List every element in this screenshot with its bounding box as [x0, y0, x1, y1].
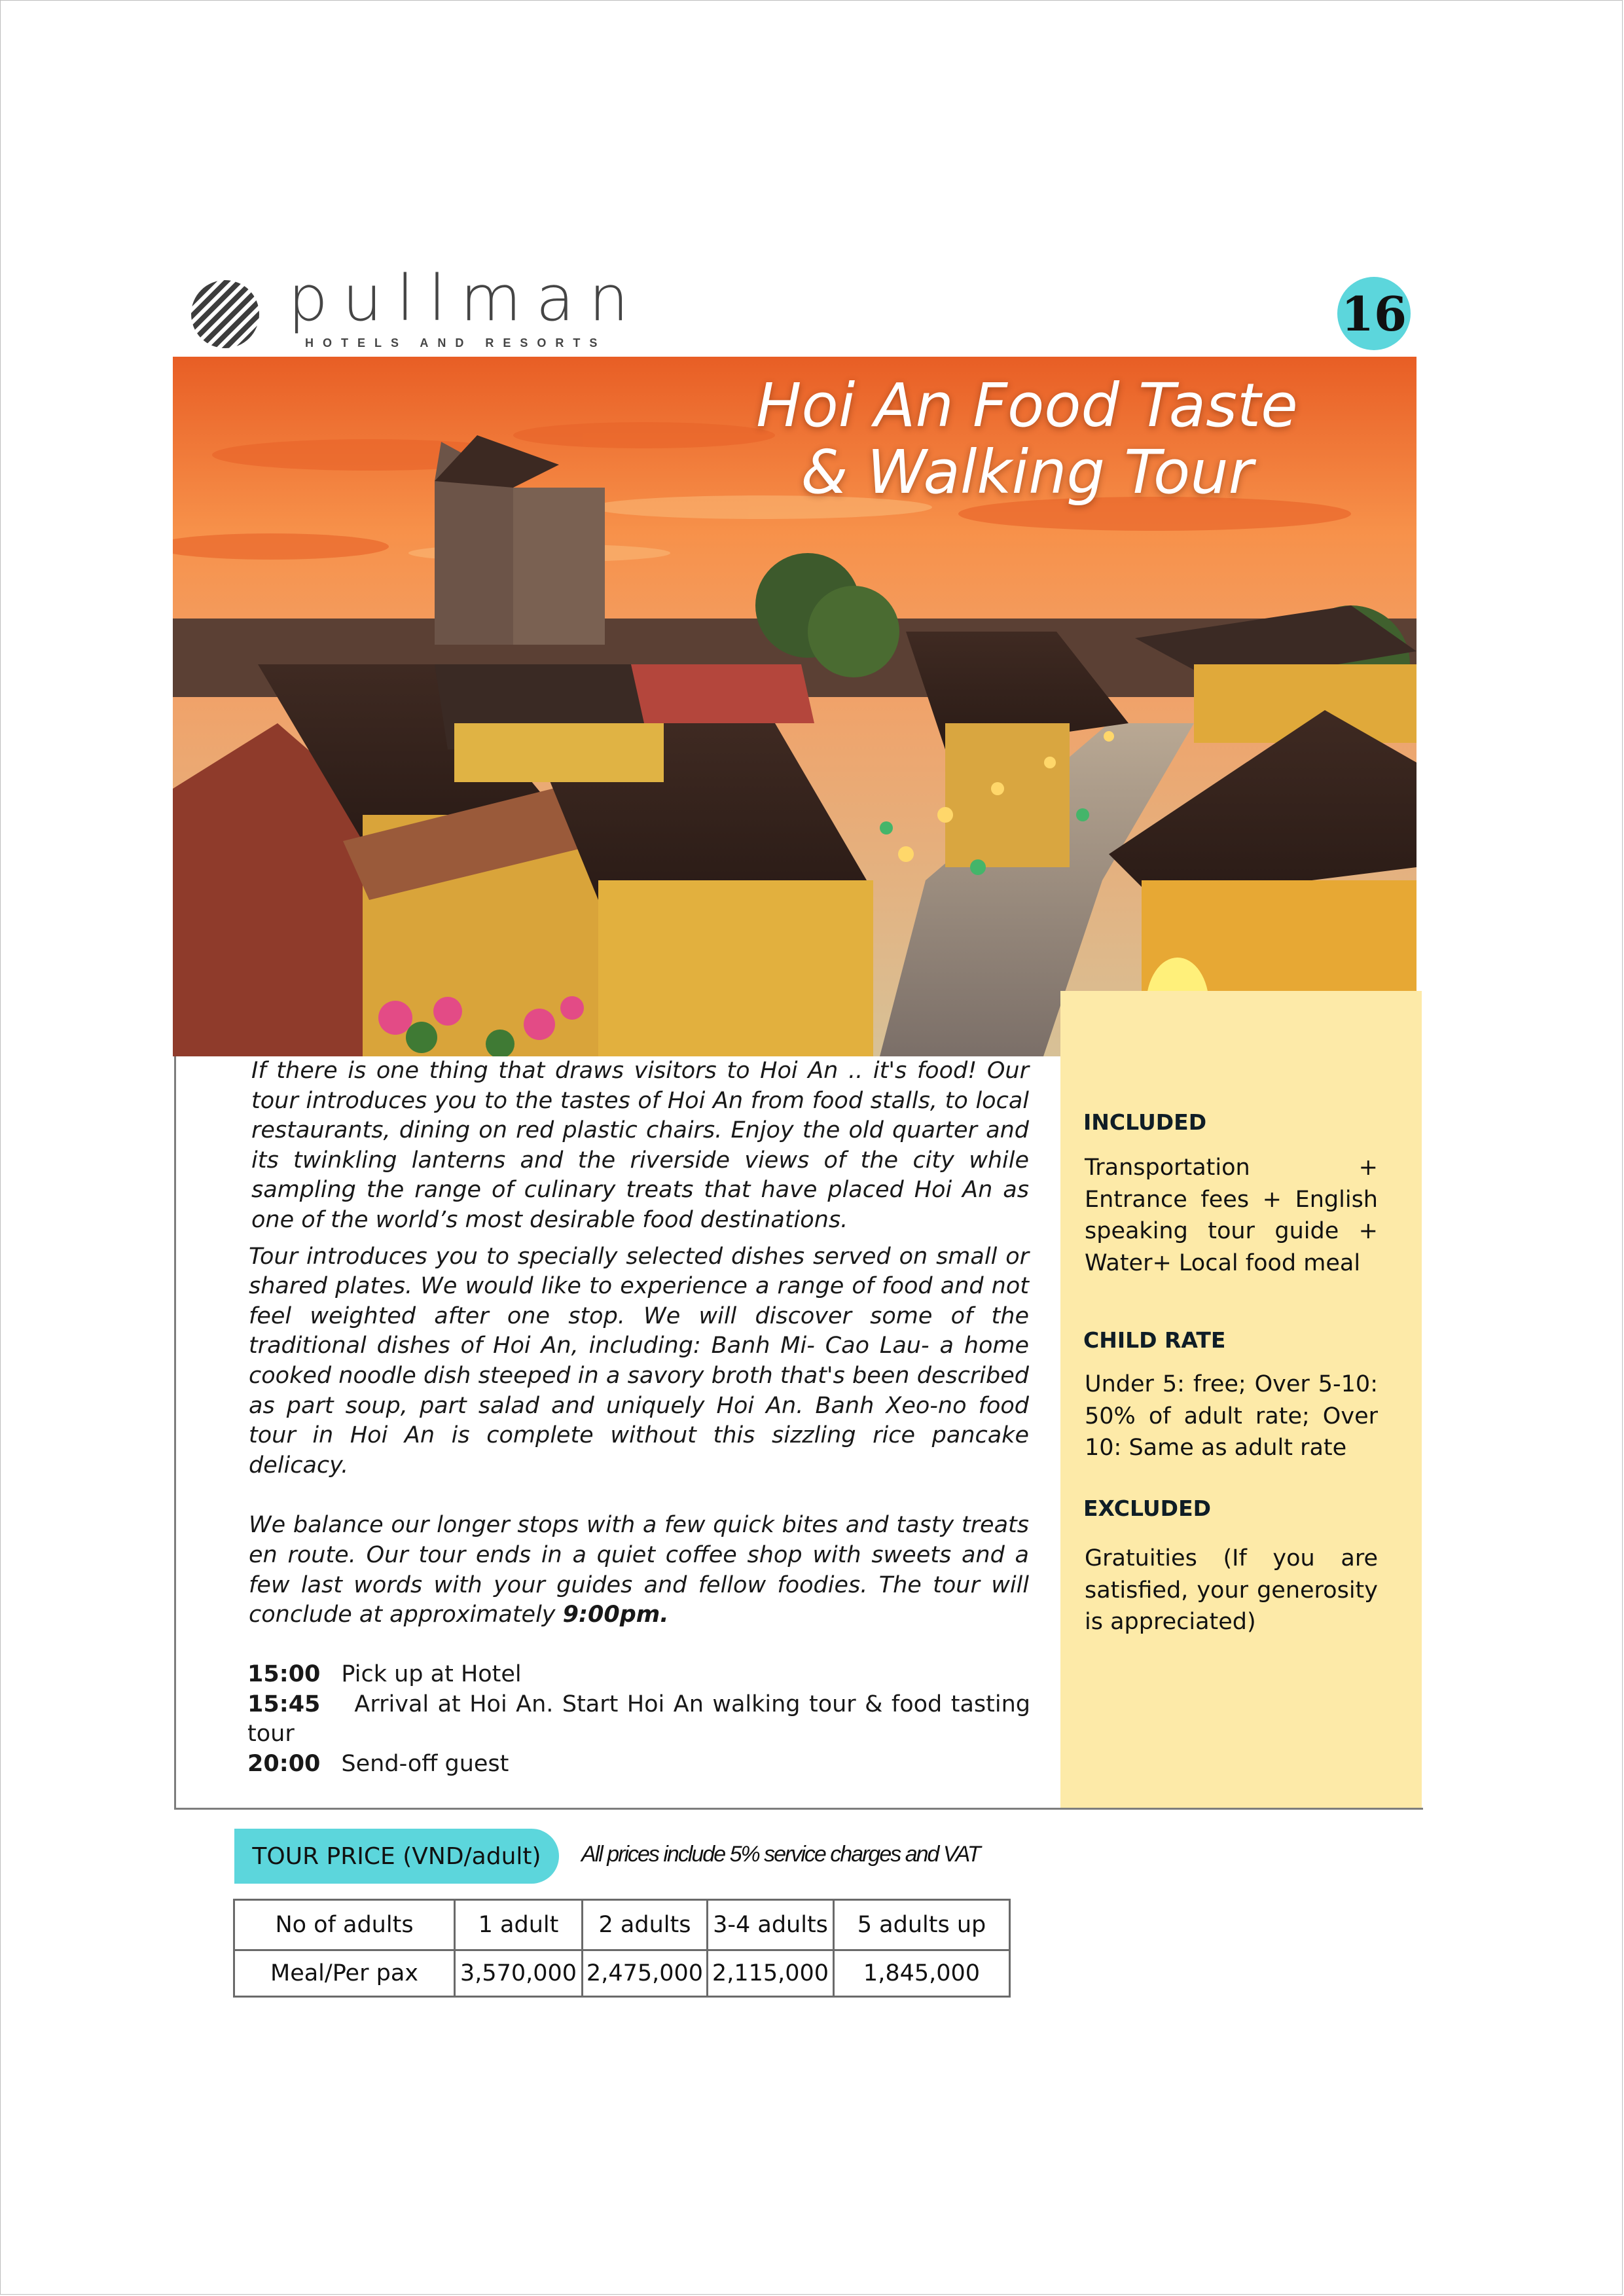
table-cell: No of adults [234, 1900, 455, 1950]
schedule-time: 20:00 [247, 1750, 321, 1777]
excluded-heading: EXCLUDED [1083, 1496, 1212, 1521]
table-row [234, 1950, 1010, 1997]
price-note: All prices include 5% service charges and VAT [581, 1842, 980, 1867]
schedule-activity: Send-off guest [341, 1750, 509, 1777]
hero-title [670, 372, 1384, 506]
page-number-badge: 16 [1337, 277, 1411, 350]
content-left-border [174, 1056, 176, 1809]
hero-title-line1: Hoi An Food Taste [756, 370, 1298, 440]
schedule-time: 15:00 [247, 1661, 321, 1687]
brand-logo-icon [190, 279, 261, 350]
schedule-activity: Pick up at Hotel [341, 1661, 522, 1687]
brand-logo [190, 262, 643, 352]
hero-title-line2: & Walking Tour [801, 437, 1254, 507]
tour-description [249, 1056, 1029, 1630]
schedule-item [247, 1690, 1030, 1749]
child-rate-heading: CHILD RATE [1083, 1327, 1226, 1353]
schedule-item [247, 1749, 1030, 1780]
tour-price-label: TOUR PRICE (VND/adult) [234, 1829, 559, 1884]
table-cell: 1,845,000 [834, 1950, 1010, 1997]
table-cell: 1 adult [455, 1900, 583, 1950]
table-header-row [234, 1900, 1010, 1950]
schedule-time: 15:45 [247, 1691, 321, 1717]
description-paragraph-3 [249, 1511, 1029, 1630]
schedule-activity: Arrival at Hoi An. Start Hoi An walking tour & food tasting tour [247, 1691, 1030, 1748]
table-cell: 3-4 adults [708, 1900, 834, 1950]
brand-tagline: HOTELS AND RESORTS [305, 336, 607, 350]
conclusion-time: 9:00pm. [562, 1602, 669, 1628]
content-bottom-border [174, 1808, 1423, 1810]
tour-schedule [247, 1660, 1030, 1779]
child-rate-text: Under 5: free; Over 5-10: 50% of adult rate; Over 10: Same as adult rate [1085, 1371, 1378, 1461]
table-cell: 2,115,000 [708, 1950, 834, 1997]
included-text: Transportation + Entrance fees + English speaking tour guide + Water+ Local food meal [1085, 1155, 1378, 1276]
description-paragraph-2: Tour introduces you to specially selected dishes served on small or shared plates. We would like to experience a range of food and not feel weighted after one stop. We will discover some of the traditional dishes of Hoi An, including: Banh Mi- Cao Lau- a home cooked noodle dish steeped in a savory broth that's been described as part soup, part salad and uniquely Hoi An. Banh Xeo-no food tour in Hoi An is complete without this sizzling rice pancake delicacy. [249, 1243, 1029, 1479]
hero-image [173, 357, 1416, 1056]
brand-wordmark: pullman [288, 262, 643, 335]
excluded-text: Gratuities (If you are satisfied, your generosity is appreciated) [1085, 1545, 1378, 1635]
schedule-item [247, 1660, 1030, 1690]
table-cell: 2,475,000 [583, 1950, 708, 1997]
description-paragraph-1: If there is one thing that draws visitors to Hoi An .. it's food! Our tour introduces you to the tastes of Hoi An from food stalls, to local restaurants, dining on red plastic chairs. Enjoy the old quarter and its twinkling lanterns and the riverside views of the city while sampling the range of culinary treats that have placed Hoi An as one of the world’s most desirable food destinations. [251, 1058, 1029, 1233]
description-paragraph-3-text: We balance our longer stops with a few quick bites and tasty treats en route. Our tour ends in a quiet coffee shop with sweets and a few last words with your guides and fellow foodies. The tour will conclude at approximately [249, 1512, 1029, 1628]
table-cell: 3,570,000 [455, 1950, 583, 1997]
table-cell: Meal/Per pax [234, 1950, 455, 1997]
price-table [233, 1899, 1011, 1998]
table-cell: 5 adults up [834, 1900, 1010, 1950]
table-cell: 2 adults [583, 1900, 708, 1950]
included-heading: INCLUDED [1083, 1109, 1207, 1135]
